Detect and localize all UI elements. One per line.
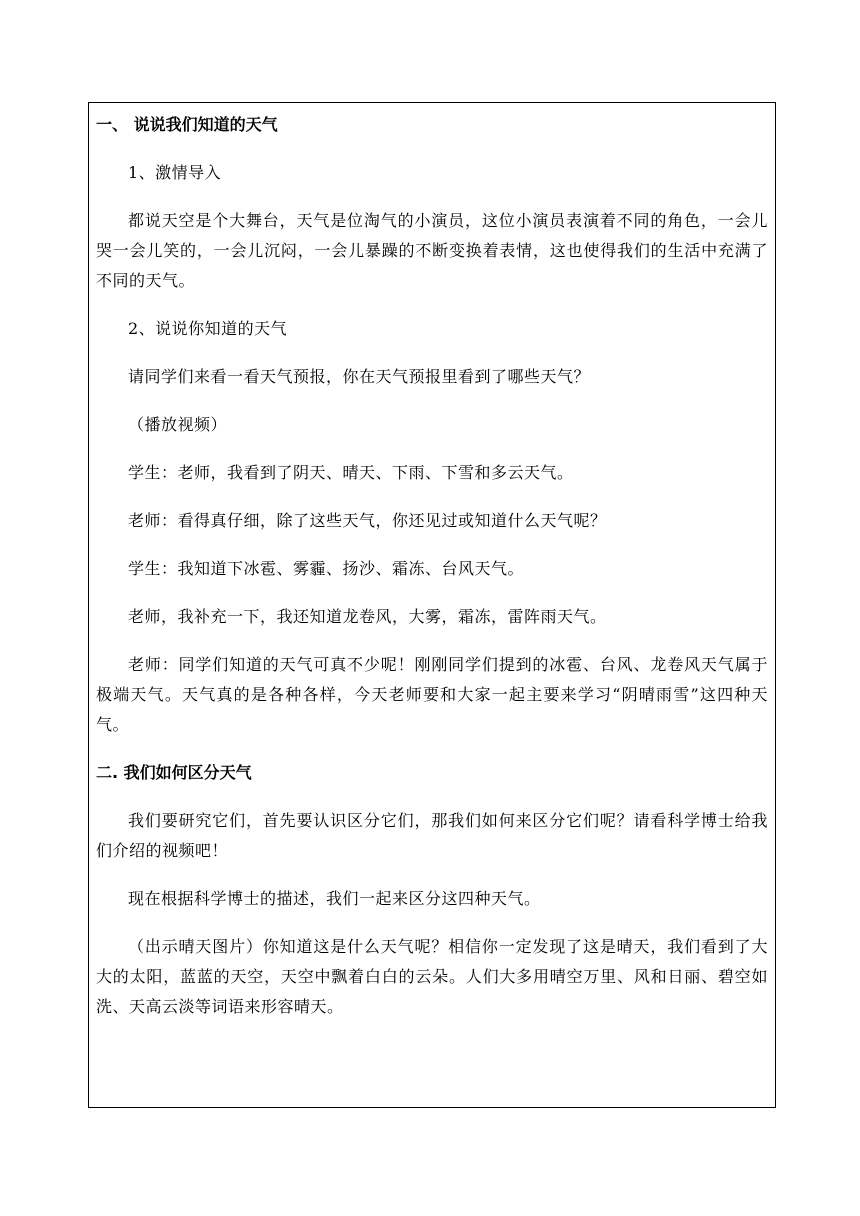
section-2-paragraph-3: （出示晴天图片）你知道这是什么天气呢？相信你一定发现了这是晴天，我们看到了大大的太阳，蓝蓝的天空，天空中飘着白白的云朵。人们大多用晴空万里、风和日丽、碧空如洗、天高云淡等词语来形容晴天。 [96,937,768,1016]
section-1-paragraph-8: 学生：我知道下冰雹、雾霾、扬沙、霜冻、台风天气。 [128,559,525,578]
section-1-paragraph-5: （播放视频） [128,415,228,434]
section-1-paragraph-4: 请同学们来看一看天气预报，你在天气预报里看到了哪些天气？ [128,367,591,386]
section-1-paragraph-6: 学生：老师，我看到了阴天、晴天、下雨、下雪和多云天气。 [128,463,574,482]
section-2-paragraph-2: 现在根据科学博士的描述，我们一起来区分这四种天气。 [128,889,541,908]
section-2-paragraph-1: 我们要研究它们，首先要认识区分它们，那我们如何来区分它们呢？请看科学博士给我们介绍的视频吧！ [96,811,768,860]
section-1-paragraph-2: 都说天空是个大舞台，天气是位淘气的小演员，这位小演员表演着不同的角色，一会儿哭一会儿笑的，一会儿沉闷，一会儿暴躁的不断变换着表情，这也使得我们的生活中充满了不同的天气。 [96,211,768,290]
section-1-paragraph-10: 老师：同学们知道的天气可真不少呢！刚刚同学们提到的冰雹、台风、龙卷风天气属于极端天气。天气真的是各种各样，今天老师要和大家一起主要来学习“阴晴雨雪”这四种天气。 [96,655,768,734]
section-1-heading: 一、 说说我们知道的天气 [96,115,278,134]
document-body [96,110,768,1040]
section-2-heading: 二. 我们如何区分天气 [96,763,252,782]
section-1-paragraph-9: 老师，我补充一下，我还知道龙卷风，大雾，霜冻，雷阵雨天气。 [128,607,607,626]
section-1-paragraph-3: 2、说说你知道的天气 [128,319,288,338]
section-1-paragraph-7: 老师：看得真仔细，除了这些天气，你还见过或知道什么天气呢？ [128,511,607,530]
section-1-paragraph-1: 1、激情导入 [128,163,222,182]
